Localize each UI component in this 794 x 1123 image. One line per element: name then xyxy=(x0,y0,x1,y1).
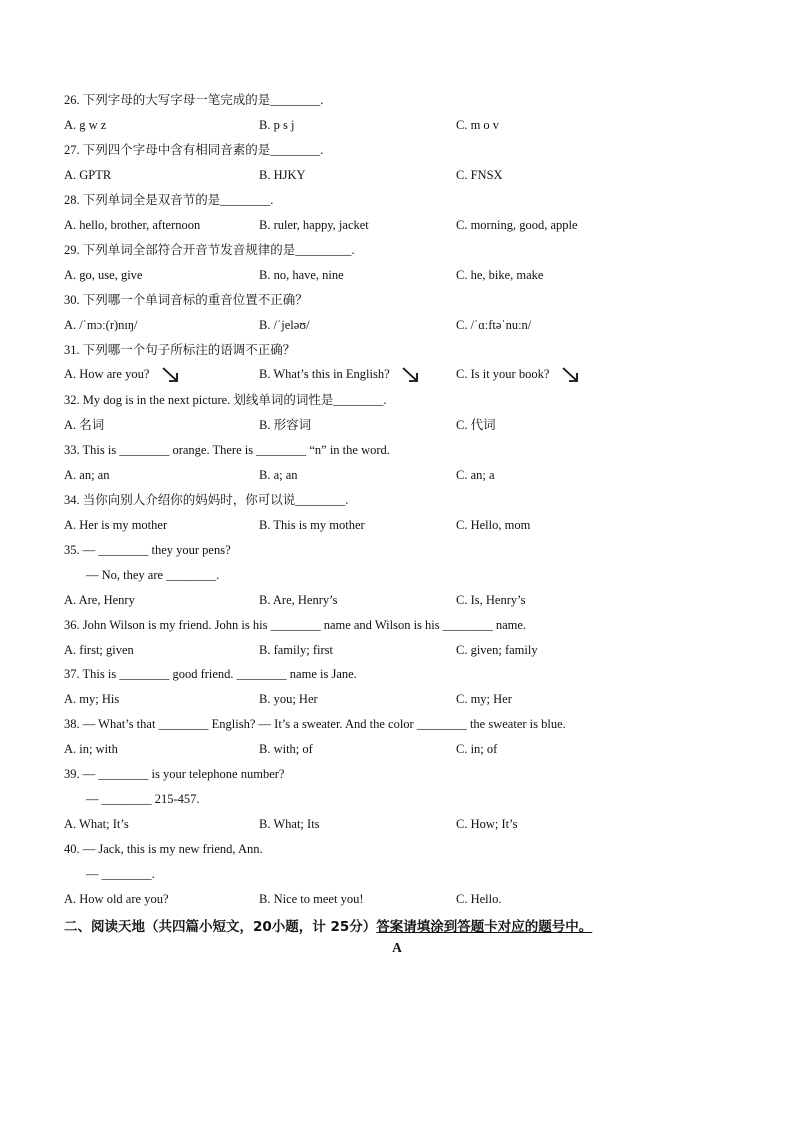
question-38-stem: 38. — What’s that ________ English? — It’s a sweater. And the color ________ the sweater is blue. xyxy=(64,717,566,731)
question-30-stem: 30. 下列哪一个单词音标的重音位置不正确？ xyxy=(64,293,308,307)
question-30-option-c: C. /ˈɑːftəˈnuːn/ xyxy=(456,318,532,332)
question-32-option-a: A. 名词 xyxy=(64,418,105,432)
question-33-option-a: A. an; an xyxy=(64,468,110,482)
section-2-heading xyxy=(64,915,592,935)
question-27-option-b: B. HJKY xyxy=(259,168,306,182)
question-31-option-c-text: C. Is it your book? xyxy=(456,367,550,381)
question-26-option-b: B. p s j xyxy=(259,118,295,132)
question-39-stem-reply: — ________ 215-457. xyxy=(86,792,200,806)
question-30-option-b: B. /ˈjeləʊ/ xyxy=(259,318,310,332)
question-40-option-a: A. How old are you? xyxy=(64,892,169,906)
question-28-stem: 28. 下列单词全是双音节的是________. xyxy=(64,193,274,207)
falling-intonation-arrow-icon xyxy=(401,366,421,384)
question-34-option-c: C. Hello, mom xyxy=(456,518,531,532)
question-27-stem: 27. 下列四个字母中含有相同音素的是________. xyxy=(64,143,324,157)
question-26-option-a: A. g w z xyxy=(64,118,107,132)
question-31-option-b-text: B. What’s this in English? xyxy=(259,367,390,381)
question-36-stem: 36. John Wilson is my friend. John is his ________ name and Wilson is his ________ name. xyxy=(64,618,527,632)
question-34-option-b: B. This is my mother xyxy=(259,518,365,532)
question-40-stem: 40. — Jack, this is my new friend, Ann. xyxy=(64,842,263,856)
question-35-option-c: C. Is, Henry’s xyxy=(456,593,526,607)
question-29-option-c: C. he, bike, make xyxy=(456,268,544,282)
question-26-stem: 26. 下列字母的大写字母一笔完成的是________. xyxy=(64,93,324,107)
question-28-option-a: A. hello, brother, afternoon xyxy=(64,218,201,232)
falling-intonation-arrow-icon xyxy=(161,366,181,384)
question-35-option-b: B. Are, Henry’s xyxy=(259,593,338,607)
question-33-stem: 33. This is ________ orange. There is ________ “n” in the word. xyxy=(64,443,390,457)
question-28-option-c: C. morning, good, apple xyxy=(456,218,578,232)
question-38-option-c: C. in; of xyxy=(456,742,498,756)
question-33-option-c: C. an; a xyxy=(456,468,495,482)
question-29-option-b: B. no, have, nine xyxy=(259,268,344,282)
question-37-stem: 37. This is ________ good friend. ________ name is Jane. xyxy=(64,667,357,681)
question-36-option-c: C. given; family xyxy=(456,643,538,657)
question-31-option-b xyxy=(259,366,421,384)
question-32-option-b: B. 形容词 xyxy=(259,418,312,432)
question-36-option-b: B. family; first xyxy=(259,643,333,657)
falling-intonation-arrow-icon xyxy=(561,366,581,384)
question-32-stem: 32. My dog is in the next picture. 划线单词的词性是________. xyxy=(64,393,387,407)
passage-label: A xyxy=(392,940,402,955)
question-30-option-a: A. /ˈmɔː(r)nɪŋ/ xyxy=(64,318,138,332)
question-38-option-a: A. in; with xyxy=(64,742,118,756)
question-33-option-b: B. a; an xyxy=(259,468,298,482)
question-40-stem-reply: — ________. xyxy=(86,867,155,881)
question-29-stem: 29. 下列单词全部符合开音节发音规律的是_________. xyxy=(64,243,355,257)
question-37-option-a: A. my; His xyxy=(64,692,120,706)
question-34-stem: 34. 当你向别人介绍你的妈妈时，你可以说________. xyxy=(64,493,349,507)
question-28-option-b: B. ruler, happy, jacket xyxy=(259,218,369,232)
question-40-option-c: C. Hello. xyxy=(456,892,502,906)
question-34-option-a: A. Her is my mother xyxy=(64,518,168,532)
section-2-title: 二、阅读天地（共四篇小短文，20小题，计 25分） xyxy=(64,919,377,935)
question-36-option-a: A. first; given xyxy=(64,643,134,657)
question-31-option-a xyxy=(64,366,181,384)
section-2-instruction: 答案请填涂到答题卡对应的题号中。 xyxy=(376,919,593,935)
question-39-option-c: C. How; It’s xyxy=(456,817,518,831)
question-27-option-a: A. GPTR xyxy=(64,168,112,182)
question-35-stem-reply: — No, they are ________. xyxy=(86,568,220,582)
question-32-option-c: C. 代词 xyxy=(456,418,496,432)
question-37-option-b: B. you; Her xyxy=(259,692,318,706)
question-39-option-b: B. What; Its xyxy=(259,817,320,831)
question-37-option-c: C. my; Her xyxy=(456,692,512,706)
question-40-option-b: B. Nice to meet you! xyxy=(259,892,364,906)
question-26-option-c: C. m o v xyxy=(456,118,500,132)
question-39-stem: 39. — ________ is your telephone number? xyxy=(64,767,285,781)
question-31-stem: 31. 下列哪一个句子所标注的语调不正确？ xyxy=(64,343,296,357)
question-38-option-b: B. with; of xyxy=(259,742,313,756)
question-31-option-c xyxy=(456,366,581,384)
question-39-option-a: A. What; It’s xyxy=(64,817,129,831)
question-31-option-a-text: A. How are you? xyxy=(64,367,150,381)
question-29-option-a: A. go, use, give xyxy=(64,268,143,282)
question-35-stem: 35. — ________ they your pens? xyxy=(64,543,231,557)
question-27-option-c: C. FNSX xyxy=(456,168,503,182)
question-35-option-a: A. Are, Henry xyxy=(64,593,135,607)
